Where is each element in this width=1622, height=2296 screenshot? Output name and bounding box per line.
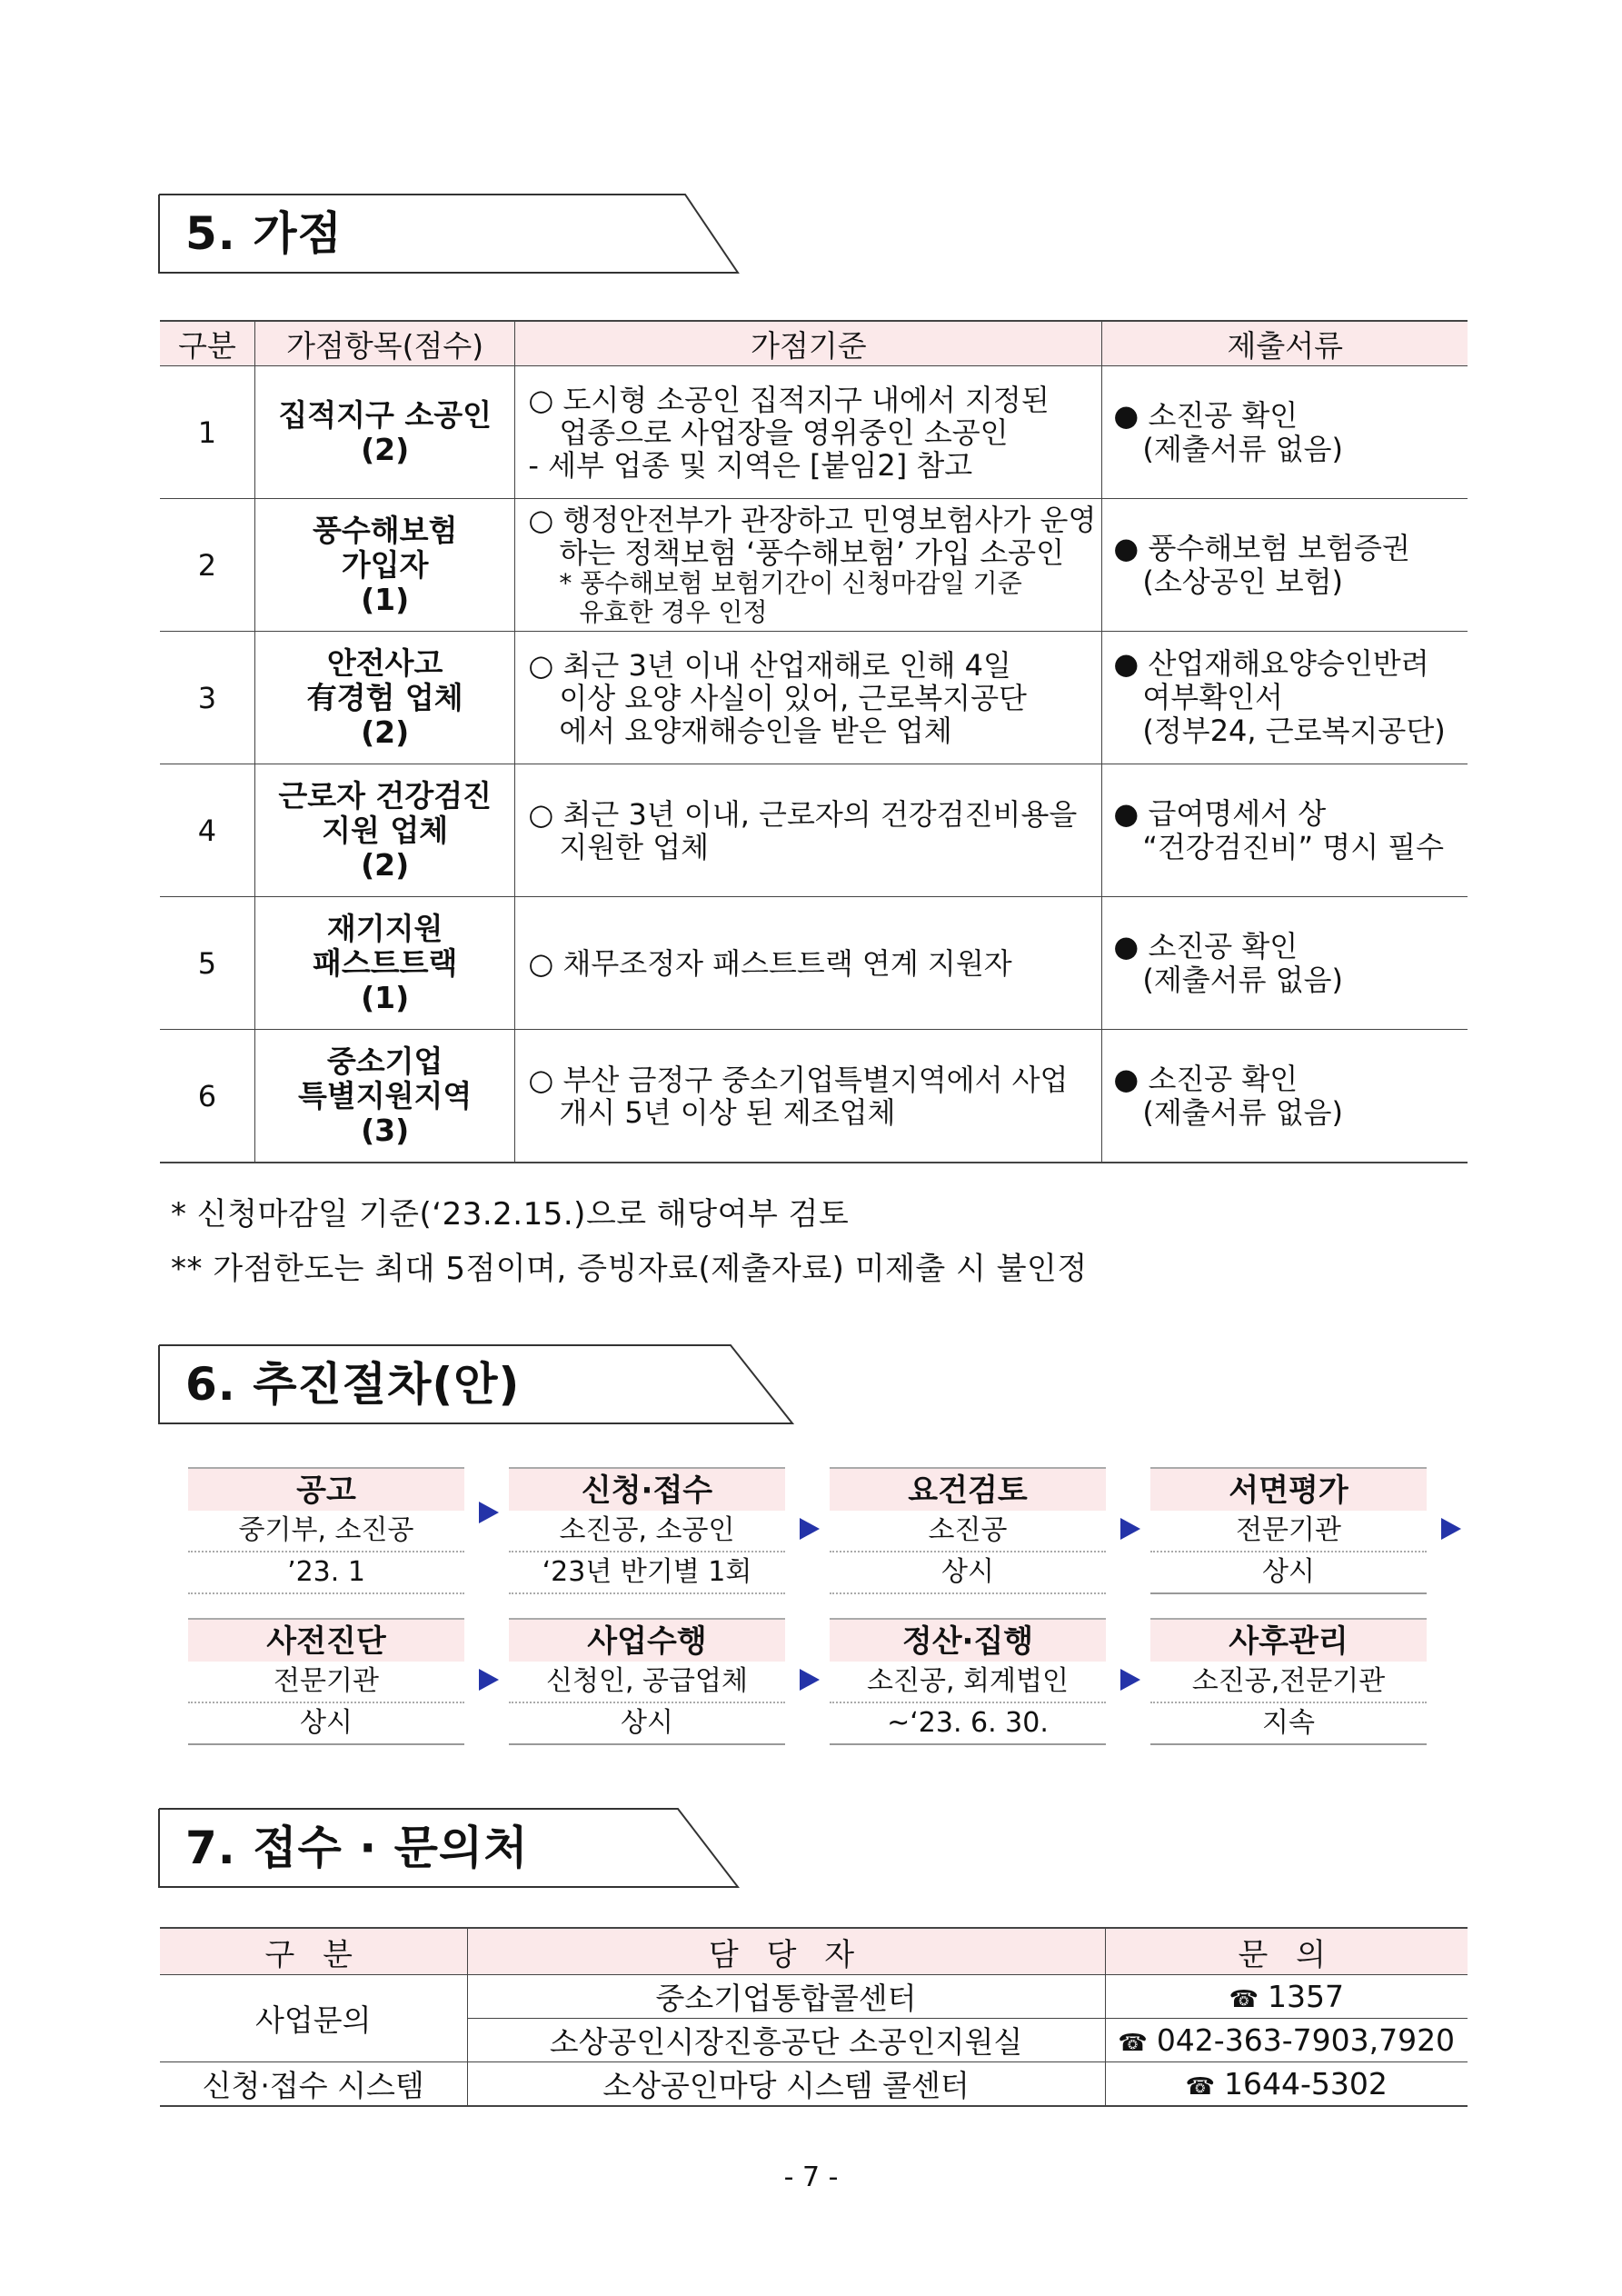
item-line: 집적지구 소공인 <box>278 396 492 433</box>
criteria-line: 에서 요양재해승인을 받은 업체 <box>559 713 952 748</box>
phone-number: 1644-5302 <box>1224 2066 1388 2101</box>
row-contact: 중소기업통합콜센터 <box>467 1975 1105 2019</box>
section-6-title: 6. 추진절차(안) <box>185 1358 521 1411</box>
doc-line: (정부24, 근로복지공단) <box>1142 714 1446 748</box>
arrow-right-icon <box>479 1502 499 1523</box>
header-documents: 제출서류 <box>1102 321 1468 366</box>
step-time: 상시 <box>188 1703 464 1745</box>
item-line: 가입자 <box>341 546 429 583</box>
criteria-line: 지원한 업체 <box>559 829 710 864</box>
row-item <box>254 897 514 1030</box>
step-time: ‘23년 반기별 1회 <box>509 1552 785 1594</box>
step-title: 공고 <box>188 1467 464 1511</box>
criteria-note: 유효한 경우 인정 <box>579 596 768 627</box>
criteria-line: ○ 채무조정자 패스트트랙 연계 지원자 <box>528 945 1012 981</box>
doc-line: ● 급여명세서 상 <box>1113 795 1327 831</box>
item-score: (1) <box>361 979 410 1015</box>
item-score: (2) <box>361 714 410 750</box>
doc-line: ● 산업재해요양승인반려 <box>1113 646 1429 681</box>
table-row <box>160 366 1468 499</box>
row-criteria <box>515 499 1102 632</box>
doc-line: (소상공인 보험) <box>1142 564 1344 599</box>
phone-icon: ☎ <box>1229 1986 1259 2013</box>
arrow-right-icon <box>479 1669 499 1691</box>
step-org: 소진공, 회계법인 <box>830 1662 1106 1703</box>
process-step <box>1150 1467 1427 1594</box>
row-contact: 소상공인시장진흥공단 소공인지원실 <box>467 2019 1105 2062</box>
process-step <box>188 1618 464 1745</box>
doc-line: 여부확인서 <box>1142 680 1283 714</box>
arrow-right-icon <box>800 1518 820 1540</box>
row-number: 3 <box>160 632 254 764</box>
contact-table <box>160 1927 1468 2107</box>
table-row <box>160 499 1468 632</box>
step-title: 정산·집행 <box>830 1618 1106 1662</box>
criteria-line: ○ 최근 3년 이내 산업재해로 인해 4일 <box>528 647 1011 683</box>
step-org: 전문기관 <box>1150 1511 1427 1552</box>
criteria-line: 이상 요양 사실이 있어, 근로복지공단 <box>559 680 1027 715</box>
criteria-line: ○ 도시형 소공인 집적지구 내에서 지정된 <box>528 382 1050 417</box>
header-inquiry: 문 의 <box>1105 1928 1468 1975</box>
header-category: 구분 <box>160 321 254 366</box>
process-step <box>509 1618 785 1745</box>
process-step <box>830 1618 1106 1745</box>
row-contact: 소상공인마당 시스템 콜센터 <box>467 2062 1105 2107</box>
item-line: 지원 업체 <box>322 812 449 848</box>
row-documents <box>1102 897 1468 1030</box>
item-score: (3) <box>361 1112 410 1148</box>
step-title: 신청·접수 <box>509 1467 785 1511</box>
phone-icon: ☎ <box>1185 2073 1215 2101</box>
row-criteria <box>515 366 1102 499</box>
row-criteria <box>515 1030 1102 1163</box>
table-row <box>160 2062 1468 2107</box>
doc-line: “건강검진비” 명시 필수 <box>1142 829 1445 864</box>
phone-icon: ☎ <box>1118 2030 1148 2057</box>
step-org: 소진공,전문기관 <box>1150 1662 1427 1703</box>
row-phone <box>1105 2062 1468 2107</box>
row-number: 5 <box>160 897 254 1030</box>
row-number: 2 <box>160 499 254 632</box>
item-line: 패스트트랙 <box>312 944 458 981</box>
step-time: 지속 <box>1150 1703 1427 1745</box>
step-org: 중기부, 소진공 <box>188 1511 464 1552</box>
process-step <box>830 1467 1106 1594</box>
arrow-right-icon <box>800 1669 820 1691</box>
page-number: - 7 - <box>783 2161 839 2193</box>
doc-line: ● 소진공 확인 <box>1113 928 1299 963</box>
arrow-right-icon <box>1120 1518 1140 1540</box>
row-number: 6 <box>160 1030 254 1163</box>
bonus-points-table <box>160 320 1468 1163</box>
table-row <box>160 764 1468 897</box>
doc-line: ● 소진공 확인 <box>1113 1061 1299 1096</box>
item-line: 有경험 업체 <box>306 679 463 715</box>
table-header-row <box>160 1928 1468 1975</box>
step-org: 신청인, 공급업체 <box>509 1662 785 1703</box>
criteria-line: ○ 행정안전부가 관장하고 민영보험사가 운영 <box>528 502 1097 537</box>
phone-number: 1357 <box>1267 1979 1344 2014</box>
step-title: 사전진단 <box>188 1618 464 1662</box>
row-documents <box>1102 366 1468 499</box>
doc-line: (제출서류 없음) <box>1142 1094 1344 1130</box>
header-contact: 담 당 자 <box>467 1928 1105 1975</box>
step-title: 요건검토 <box>830 1467 1106 1511</box>
step-time: ’23. 1 <box>188 1552 464 1594</box>
table-row <box>160 897 1468 1030</box>
step-title: 사업수행 <box>509 1618 785 1662</box>
row-item <box>254 632 514 764</box>
item-score: (2) <box>361 846 410 883</box>
row-number: 4 <box>160 764 254 897</box>
header-category: 구 분 <box>160 1928 467 1975</box>
section-5-heading <box>158 193 740 276</box>
row-documents <box>1102 632 1468 764</box>
criteria-line: - 세부 업종 및 지역은 [붙임2] 참고 <box>528 447 973 483</box>
step-org: 소진공, 소공인 <box>509 1511 785 1552</box>
row-documents <box>1102 764 1468 897</box>
row-item <box>254 499 514 632</box>
process-step <box>188 1467 464 1594</box>
criteria-line: 하는 정책보험 ‘풍수해보험’ 가입 소공인 <box>559 534 1064 570</box>
item-line: 근로자 건강검진 <box>278 777 492 814</box>
doc-line: ● 소진공 확인 <box>1113 397 1299 433</box>
header-criteria: 가점기준 <box>515 321 1102 366</box>
row-category: 신청·접수 시스템 <box>160 2062 467 2107</box>
row-criteria <box>515 764 1102 897</box>
section-5-title: 5. 가점 <box>185 207 343 260</box>
row-number: 1 <box>160 366 254 499</box>
item-line: 중소기업 <box>326 1043 443 1079</box>
step-time: 상시 <box>830 1552 1106 1594</box>
table-header-row <box>160 321 1468 366</box>
table-row <box>160 632 1468 764</box>
header-item: 가점항목(점수) <box>254 321 514 366</box>
process-step <box>1150 1618 1427 1745</box>
section-6-heading <box>158 1343 794 1427</box>
doc-line: (제출서류 없음) <box>1142 431 1344 466</box>
item-line: 특별지원지역 <box>297 1077 473 1113</box>
step-time: 상시 <box>1150 1552 1427 1594</box>
step-org: 소진공 <box>830 1511 1106 1552</box>
item-line: 풍수해보험 <box>312 512 458 548</box>
section-7-title: 7. 접수 · 문의처 <box>185 1822 529 1874</box>
phone-number: 042-363-7903,7920 <box>1156 2022 1456 2058</box>
row-item <box>254 366 514 499</box>
arrow-right-icon <box>1441 1518 1461 1540</box>
criteria-line: 개시 5년 이상 된 제조업체 <box>559 1094 896 1130</box>
criteria-line: 업종으로 사업장을 영위중인 소공인 <box>559 414 1009 450</box>
arrow-right-icon <box>1120 1669 1140 1691</box>
footnote-1: * 신청마감일 기준(‘23.2.15.)으로 해당여부 검토 <box>171 1196 850 1233</box>
criteria-line: ○ 최근 3년 이내, 근로자의 건강검진비용을 <box>528 796 1078 832</box>
step-title: 서면평가 <box>1150 1467 1427 1511</box>
row-item <box>254 764 514 897</box>
row-phone <box>1105 2019 1468 2062</box>
step-time: ~‘23. 6. 30. <box>830 1703 1106 1745</box>
row-item <box>254 1030 514 1163</box>
row-documents <box>1102 1030 1468 1163</box>
step-title: 사후관리 <box>1150 1618 1427 1662</box>
table-row <box>160 1975 1468 2019</box>
item-line: 재기지원 <box>326 910 443 946</box>
doc-line: (제출서류 없음) <box>1142 962 1344 997</box>
row-category: 사업문의 <box>160 1975 467 2062</box>
item-score: (2) <box>361 431 410 467</box>
row-criteria <box>515 897 1102 1030</box>
step-org: 전문기관 <box>188 1662 464 1703</box>
item-line: 안전사고 <box>326 644 443 681</box>
section-7-heading <box>158 1807 740 1891</box>
criteria-line: ○ 부산 금정구 중소기업특별지역에서 사업 <box>528 1062 1069 1097</box>
criteria-note: * 풍수해보험 보험기간이 신청마감일 기준 <box>559 567 1022 598</box>
process-step <box>509 1467 785 1594</box>
table-row <box>160 1030 1468 1163</box>
item-score: (1) <box>361 581 410 617</box>
doc-line: ● 풍수해보험 보험증권 <box>1113 530 1410 565</box>
row-criteria <box>515 632 1102 764</box>
row-phone <box>1105 1975 1468 2019</box>
step-time: 상시 <box>509 1703 785 1745</box>
row-documents <box>1102 499 1468 632</box>
footnote-2: ** 가점한도는 최대 5점이며, 증빙자료(제출자료) 미제출 시 불인정 <box>171 1251 1088 1287</box>
